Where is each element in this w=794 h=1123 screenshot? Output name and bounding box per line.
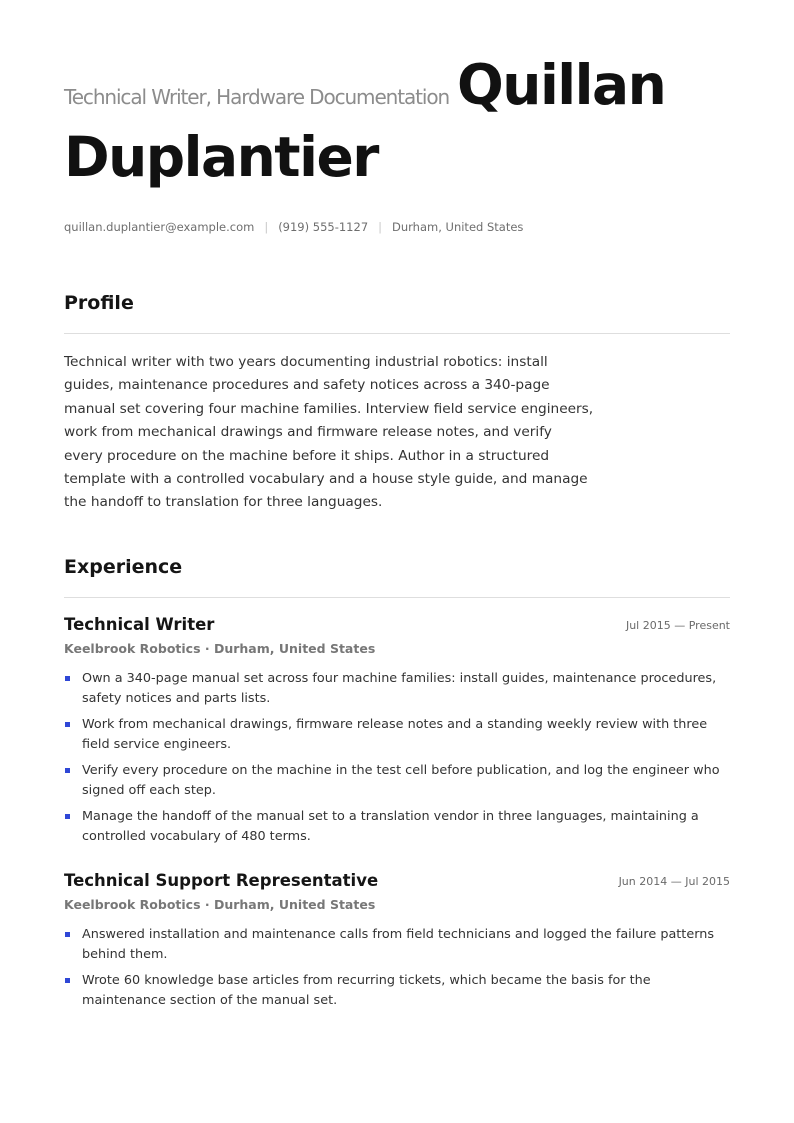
job-bullets [64,925,730,1011]
bullet-marker-icon [65,978,70,983]
bullet-marker-icon [65,676,70,681]
bullet-text: Own a 340-page manual set across four machine families: install guides, maintenance procedures, safety notices and parts lists. [82,671,717,707]
job-dates: Jun 2014 — Jul 2015 [618,875,730,888]
bullet-marker-icon [65,932,70,937]
contact-separator: | [378,220,383,234]
bullet-text: Work from mechanical drawings, firmware release notes and a standing weekly review with three field service engineers. [82,717,708,753]
job-entry [64,615,730,853]
bullet-text: Verify every procedure on the machine in the test cell before publication, and log the engineer who signed off each step. [82,763,720,799]
job-role: Technical Writer [64,615,215,634]
job-dates: Jul 2015 — Present [625,619,730,632]
experience-divider [64,597,730,598]
bullet-marker-icon [65,722,70,727]
bullet-item [64,925,730,965]
last-name: Duplantier [64,125,378,189]
bullet-item [64,761,730,801]
location-text: Durham, United States [392,220,524,234]
experience-heading: Experience [64,556,183,578]
job-entry [64,871,730,1017]
job-company: Keelbrook Robotics · Durham, United States [64,897,376,912]
bullet-marker-icon [65,814,70,819]
profile-heading: Profile [64,292,134,314]
contact-line [64,220,523,234]
bullet-text: Manage the handoff of the manual set to a translation vendor in three languages, maintaining a controlled vocabulary of 480 terms. [82,809,699,845]
resume-header [64,53,730,200]
job-company: Keelbrook Robotics · Durham, United States [64,641,376,656]
profile-divider [64,333,730,334]
bullet-item [64,715,730,755]
phone-text: (919) 555-1127 [278,220,369,234]
email-text: quillan.duplantier@example.com [64,220,255,234]
contact-separator: | [264,220,269,234]
bullet-item [64,669,730,709]
bullet-item [64,971,730,1011]
bullet-item [64,807,730,847]
bullet-text: Wrote 60 knowledge base articles from recurring tickets, which became the basis for the maintenance section of the manual set. [82,973,651,1009]
profile-text: Technical writer with two years documenting industrial robotics: install guides, maintenance procedures and safety notices across a 340-page manual set covering four machine families. Interview field service engineers, work from mechanical drawings and firmware release notes, and verify every procedure on the machine before it ships. Author in a structured template with a controlled vocabulary and a house style guide, and manage the handoff to translation for three languages. [64,354,594,511]
job-bullets [64,669,730,847]
bullet-text: Answered installation and maintenance calls from field technicians and logged the failure patterns behind them. [82,927,715,963]
job-title: Technical Writer, Hardware Documentation [64,85,450,109]
bullet-marker-icon [65,768,70,773]
first-name: Quillan [457,53,666,117]
job-role: Technical Support Representative [64,871,379,890]
